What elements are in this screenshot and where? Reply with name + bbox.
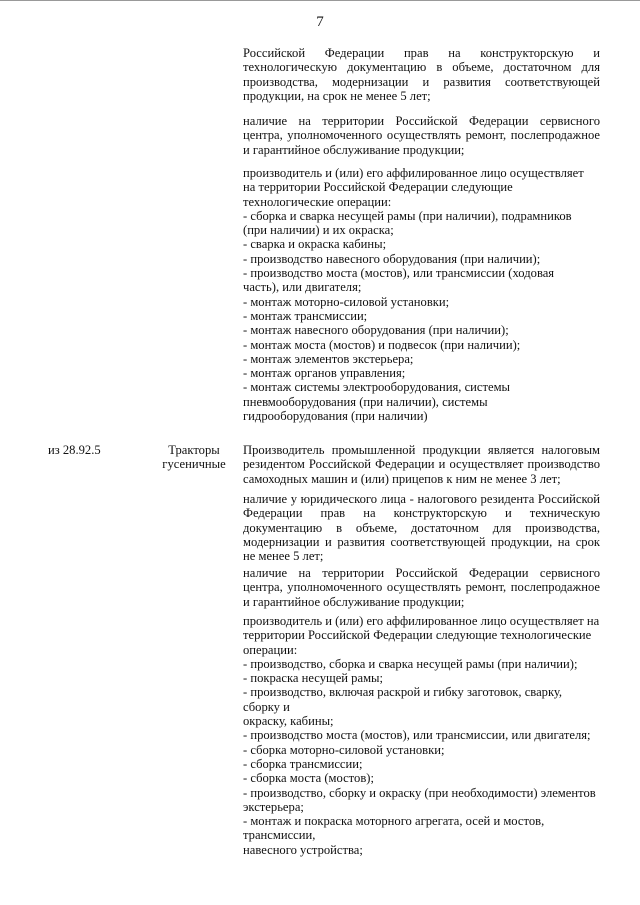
list-item: - монтаж элементов экстерьера; [243, 351, 414, 366]
list-item: - производство навесного оборудования (при наличии); [243, 251, 541, 266]
list-item: - производство, включая раскрой и гибку заготовок, сварку, сборку и [243, 685, 563, 714]
product-name-line: гусеничные [162, 457, 226, 472]
list-item: - сборка моста (мостов); [243, 771, 374, 786]
list-item: экстерьера; [243, 799, 304, 814]
row1-rights-paragraph: Российской Федерации прав на конструкторскую и технологическую документацию в объеме, достаточном для производства, модернизации и развития соответствующей продукции, на срок не менее 5 лет; [243, 46, 600, 103]
product-name-line: Тракторы [168, 443, 220, 457]
list-item: производитель и (или) его аффилированное лицо осуществляет [243, 166, 584, 180]
list-item: операции: [243, 642, 298, 657]
list-item: - покраска несущей рамы; [243, 671, 383, 686]
product-code: из 28.92.5 [48, 443, 101, 457]
list-item: - сборка и сварка несущей рамы (при наличии), подрамников [243, 208, 572, 223]
list-item: - сварка и окраска кабины; [243, 237, 387, 252]
list-item: - производство моста (мостов), или трансмиссии (ходовая [243, 266, 555, 281]
list-item: - монтаж органов управления; [243, 366, 406, 381]
list-item: - производство, сборка и сварка несущей рамы (при наличии); [243, 656, 578, 671]
row1-operations-list [243, 166, 600, 423]
row2-operations-list [243, 614, 600, 857]
list-item: навесного устройства; [243, 842, 363, 857]
page-number: 7 [316, 14, 324, 30]
list-item: производитель и (или) его аффилированное лицо осуществляет на [243, 614, 600, 628]
row2-producer-paragraph: Производитель промышленной продукции является налоговым резидентом Российской Федерации и осуществляет производство самоходных машин и (или) прицепов к ним не менее 3 лет; [243, 443, 600, 486]
list-item: часть), или двигателя; [243, 280, 362, 295]
list-item: - сборка моторно-силовой установки; [243, 742, 445, 757]
list-item: на территории Российской Федерации следующие [243, 180, 513, 195]
list-item: - монтаж моста (мостов) и подвесок (при наличии); [243, 337, 521, 352]
list-item: - монтаж системы электрооборудования, системы [243, 380, 511, 395]
top-edge-line [0, 0, 640, 1]
list-item: - монтаж и покраска моторного агрегата, осей и мостов, трансмиссии, [243, 814, 545, 843]
list-item: - монтаж моторно-силовой установки; [243, 294, 450, 309]
list-item: территории Российской Федерации следующие технологические [243, 628, 592, 643]
list-item: (при наличии) и их окраска; [243, 223, 394, 238]
row2-rights-paragraph: наличие у юридического лица - налогового резидента Российской Федерации прав на конструкторскую и техническую документацию в объеме, достаточном для производства, модернизации и развития соответствующей продукции, на срок не менее 5 лет; [243, 492, 600, 564]
list-item: - сборка трансмиссии; [243, 756, 363, 771]
list-item: окраску, кабины; [243, 714, 334, 729]
list-item: гидрооборудования (при наличии) [243, 409, 428, 424]
list-item: - монтаж навесного оборудования (при наличии); [243, 323, 509, 338]
list-item: - производство, сборку и окраску (при необходимости) элементов [243, 785, 596, 800]
row2-service-center-paragraph: наличие на территории Российской Федерации сервисного центра, уполномоченного осуществлять ремонт, послепродажное и гарантийное обслуживание продукции; [243, 566, 600, 609]
list-item: - производство моста (мостов), или трансмиссии, или двигателя; [243, 728, 591, 743]
row1-service-center-paragraph: наличие на территории Российской Федерации сервисного центра, уполномоченного осуществлять ремонт, послепродажное и гарантийное обслуживание продукции; [243, 114, 600, 157]
product-name [150, 443, 238, 472]
list-item: - монтаж трансмиссии; [243, 308, 368, 323]
list-item: пневмооборудования (при наличии), системы [243, 394, 488, 409]
list-item: технологические операции: [243, 194, 392, 209]
